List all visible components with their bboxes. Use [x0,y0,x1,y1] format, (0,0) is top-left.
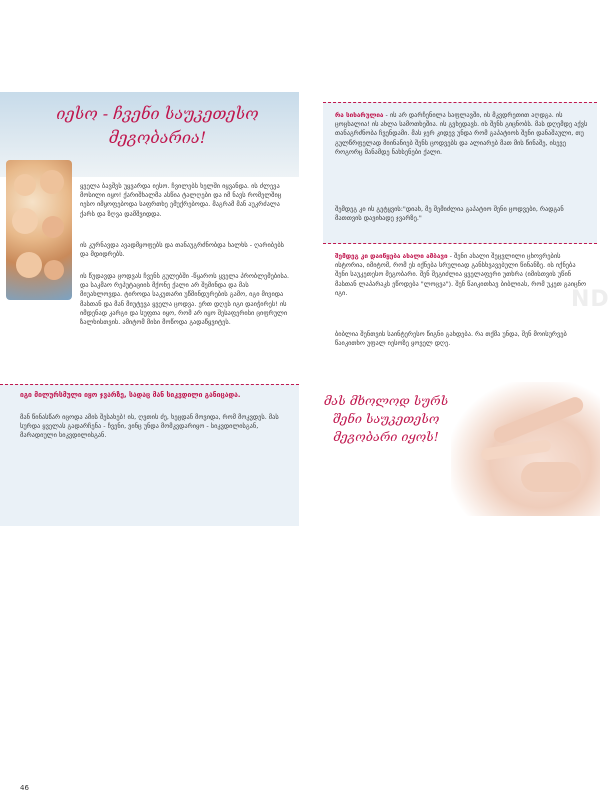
child-face [40,170,64,194]
body-paragraph [335,252,590,298]
child-face [12,208,38,234]
callout-title: იგი მილურსმული იყო ჯვარზე, სადაც მან სიკვდილი განიცადა. [20,391,241,399]
adult-hand [491,395,585,445]
body-paragraph: ის წუდავდა ცოდვას ჩვენს გულებში -წყაროს ყველა პრობლემებისა. და საკმაო რეპუტაციის მქონე ქალი არ შემინდა და მას მიუახლოვდა. ტიროდა საკუთარი უწმინდურების გამო, იგი მივიდა მასთან და მან მიუტევა ყველა ცოდვა. ერთ დღეს იგი დაიჭირეს! ის იმდენად კარგი და სუფთა იყო, რომ არ იყო შესაფერისი ციფრული ზალხისთვის. ამიტომ მისი მოწოდა გადაწყვიტეს. [80,272,290,327]
callout-text: მან წინასწარ იცოდა ამის შესახებ! ის, ღვთის ძე, ხეცდან მოვიდა, რომ მოკვდეს. მას სურდა ყველას გადარჩენა - ჩვენი, ვინც უნდა მომკვდარიყო - სიკვდილისგან, მარადიული სიკვდილისგან. [20,413,279,440]
hands-photo [451,382,600,516]
adult-palm [521,462,581,492]
paragraph-lead: შემდეგ კი დაიწყება ახალი ამბავი [335,252,448,260]
page-title: იესო - ჩვენი საუკეთესო მეგობარია! [56,104,259,147]
body-paragraph: ყველა ბავშვს უყვარდა იესო. ჩვილებს ხელში იყვანდა. ის ძლევა მოსილი იყო! ქარიშხალმა ასწია ტალღები და იმ ნავს რომელშიც იესო იმყოფებოდა საფრთხე ემუქრებოდა. მაგრამ მან აუკრძალა ქარს და ზღვა დამშვიდდა. [80,182,282,218]
paragraph-body: - შენი ახალი შეცვლილი ცხოვრების ისტორია, იმიტომ, რომ ეს იქნება სრულიად განსხვავებული წინანზე. ის იქნება შენი საუკეთესო მეგობარი. შენ შეგიძლია ყველაფერი უთხრა (იმისთვის უწინ მასთან ლაპარაკს ეწოდება "ლოცვა"). შენ წაიკითხავ ბიბლიას, რომ უკეთ გაიცნო იგი. [335,252,587,297]
highlight-lead: რა სიხარულია [335,111,384,119]
body-paragraph: ის კურნავდა ავადმყოფებს და თანაუგრძნობდა ხალხს - ღარიბებს და მდიდრებს. [80,241,284,259]
highlight-body: - ის არ დარჩენილა საფლავში, ის მკვდრეთით აღდგა. ის ცოცხალია! ის ახლა სამოთხეშია. ის გვხედავს. ის შენს გიცნობს. მას დღემდე აქვს თანაგრძნობა ჩვენდამი. მას ჯერ კიდევ უნდა რომ გაპატიოს შენი დანაშაული, თუ გულწრფელად მიინანიებ შენს ცოდვებს და ალიარებ მათ მის წინაშე, ისევე როგორც მანამდე ნახსენები ქალი. [335,111,588,156]
child-face [14,174,36,196]
body-paragraph: ბიბლია შენთვის საინტერესო წიგნი გახდება. რა თქმა უნდა, შენ მოისურვებ წაიკითხო უფალ იესოზე ყოველ დღე. [335,330,567,348]
pull-quote: მას მხოლოდ სურს შენი საუკეთესო მეგობარი იყოს! [323,393,449,444]
highlight-text [335,111,590,157]
highlight-quote: შემდეგ კი ის გეტყვის:"დიახ, მე შემიძლია გაპატიო შენი ცოდვები, რადგან მათთვის დავიხადე ჯვარზე." [335,205,564,223]
callout-box [0,384,299,792]
right-page [301,92,610,526]
page-number: 46 [20,784,29,792]
left-page [0,92,299,792]
watermark: ND [571,287,610,312]
child-face [16,252,42,278]
book-spread [0,92,610,792]
child-face [42,216,64,238]
children-photo [6,160,72,300]
child-hand [481,439,552,461]
highlight-box [323,102,597,244]
child-face [44,260,64,280]
